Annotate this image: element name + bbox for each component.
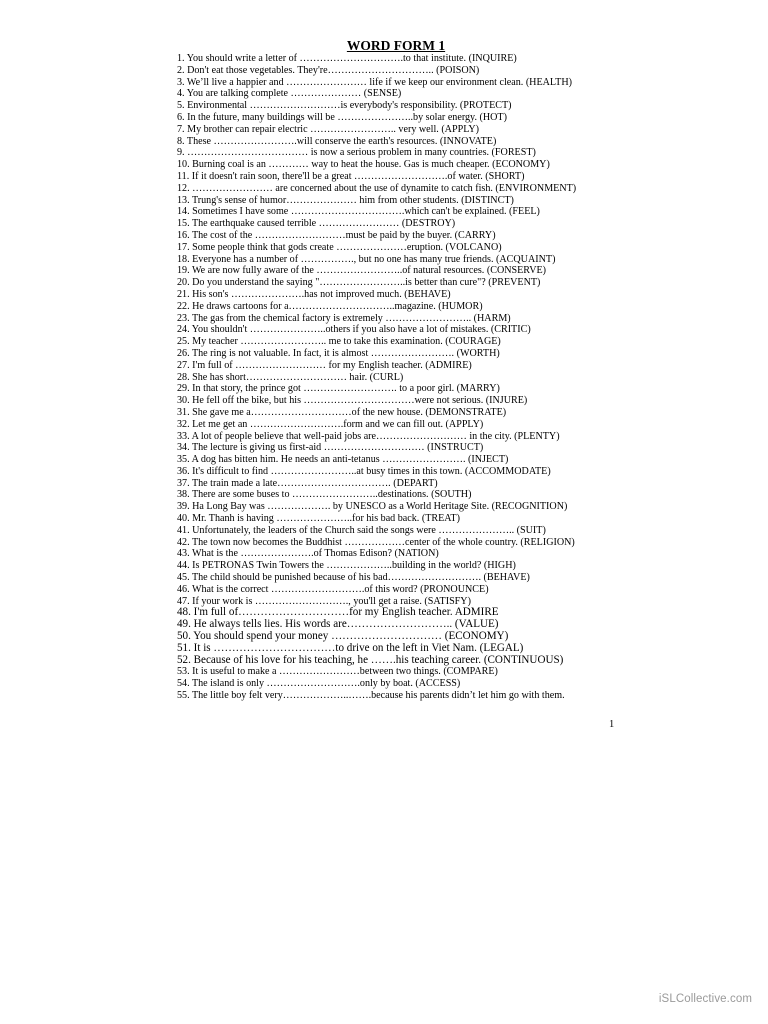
exercise-item: 50. You should spend your money ………………………… (ECONOMY) — [177, 630, 509, 643]
exercise-item: 51. It is ……………………………to drive on the left in Viet Nam. (LEGAL) — [177, 641, 524, 654]
exercise-item: 22. He draws cartoons for a…………………………..magazine. (HUMOR) — [177, 300, 483, 312]
watermark: iSLCollective.com — [658, 993, 752, 1005]
exercise-item: 15. The earthquake caused terrible …………………… (DESTROY) — [177, 218, 456, 230]
exercise-item: 11. If it doesn't rain soon, there'll be a great ……………………….of water. (SHORT) — [177, 170, 525, 182]
exercise-list — [177, 53, 617, 702]
exercise-item: 9. ……………………………… is now a serious problem in many countries. (FOREST) — [177, 147, 536, 159]
exercise-item: 26. The ring is not valuable. In fact, it is almost ……………………. (WORTH) — [177, 347, 500, 359]
exercise-item: 35. A dog has bitten him. He needs an anti-tetanus ……………………. (INJECT) — [177, 454, 509, 466]
exercise-item: 55. The little boy felt very………………..…….because his parents didn’t let him go with them. — [177, 690, 565, 702]
exercise-item: 46. What is the correct ……………………….of this word? (PRONOUNCE) — [177, 583, 489, 595]
exercise-item: 8. These …………………….will conserve the earth's resources. (INNOVATE) — [177, 135, 497, 147]
exercise-item: 20. Do you understand the saying "……………………..is better than cure"? (PREVENT) — [177, 277, 541, 289]
exercise-item: 6. In the future, many buildings will be …………………..by solar energy. (HOT) — [177, 111, 507, 123]
exercise-item: 32. Let me get an ……………………….form and we can fill out. (APPLY) — [177, 418, 484, 430]
exercise-item: 47. If your work is ………………………., you'll get a raise. (SATISFY) — [177, 595, 471, 607]
exercise-item: 48. I'm full of…………………………for my English teacher. ADMIRE — [177, 606, 499, 619]
exercise-item: 44. Is PETRONAS Twin Towers the ………………..building in the world? (HIGH) — [177, 560, 516, 572]
exercise-item: 36. It's difficult to find ……………………..at busy times in this town. (ACCOMMODATE) — [177, 465, 551, 477]
exercise-item: 23. The gas from the chemical factory is extremely …………………….. (HARM) — [177, 312, 511, 324]
exercise-item: 40. Mr. Thanh is having …………………..for his bad back. (TREAT) — [177, 513, 460, 525]
exercise-item: 29. In that story, the prince got ………………………. to a poor girl. (MARRY) — [177, 383, 500, 395]
exercise-item: 2. Don't eat those vegetables. They're………………………….. (POISON) — [177, 64, 480, 76]
exercise-item: 14. Sometimes I have some …………………………….which can't be explained. (FEEL) — [177, 206, 540, 218]
exercise-item: 24. You shouldn't …………………..others if you also have a lot of mistakes. (CRITIC) — [177, 324, 531, 336]
exercise-item: 30. He fell off the bike, but his ……………………………were not serious. (INJURE) — [177, 395, 528, 407]
exercise-item: 1. You should write a letter of ………………………….to that institute. (INQUIRE) — [177, 53, 517, 64]
exercise-item: 21. His son's ………………….has not improved much. (BEHAVE) — [177, 288, 451, 300]
exercise-item: 52. Because of his love for his teaching, he …….his teaching career. (CONTINUOUS) — [177, 653, 564, 666]
exercise-item: 37. The train made a late……………………………. (DEPART) — [177, 477, 438, 489]
exercise-item: 12. …………………… are concerned about the use of dynamite to catch fish. (ENVIRONMENT) — [177, 182, 577, 194]
exercise-item: 42. The town now becomes the Buddhist ………………center of the whole country. (RELIGION) — [177, 536, 575, 548]
exercise-item: 49. He always tells lies. His words are……………………….. (VALUE) — [177, 618, 499, 631]
exercise-item: 43. What is the ………………….of Thomas Edison? (NATION) — [177, 548, 439, 560]
page-number: 1 — [609, 719, 615, 730]
exercise-item: 17. Some people think that gods create …………………eruption. (VOLCANO) — [177, 241, 502, 253]
exercise-item: 28. She has short………………………… hair. (CURL) — [177, 371, 404, 383]
exercise-item: 27. I'm full of ……………………… for my English teacher. (ADMIRE) — [177, 359, 472, 371]
exercise-item: 16. The cost of the ………………………must be paid by the buyer. (CARRY) — [177, 229, 496, 241]
exercise-item: 5. Environmental ………………………is everybody's responsibility. (PROTECT) — [177, 100, 512, 112]
exercise-item: 33. A lot of people believe that well-paid jobs are……………………… in the city. (PLENTY) — [177, 430, 560, 442]
exercise-item: 34. The lecture is giving us first-aid ………………………… (INSTRUCT) — [177, 442, 484, 454]
exercise-item: 31. She gave me a…………………………of the new house. (DEMONSTRATE) — [177, 406, 507, 418]
exercise-item: 25. My teacher …………………….. me to take this examination. (COURAGE) — [177, 336, 501, 348]
exercise-item: 39. Ha Long Bay was ………………. by UNESCO as a World Heritage Site. (RECOGNITION) — [177, 501, 568, 513]
exercise-item: 54. The island is only ……………………….only by boat. (ACCESS) — [177, 678, 461, 690]
exercise-item: 13. Trung's sense of humor………………… him from other students. (DISTINCT) — [177, 194, 514, 206]
exercise-item: 19. We are now fully aware of the ……………………..of natural resources. (CONSERVE) — [177, 265, 547, 277]
exercise-item: 3. We’ll live a happier and …………………… life if we keep our environment clean. (HEALTH) — [177, 76, 572, 88]
exercise-item: 53. It is useful to make a ……………………between two things. (COMPARE) — [177, 666, 498, 678]
exercise-item: 7. My brother can repair electric …………………….. very well. (APPLY) — [177, 123, 480, 135]
exercise-item: 10. Burning coal is an ………… way to heat the house. Gas is much cheaper. (ECONOMY) — [177, 159, 550, 171]
exercise-item: 4. You are talking complete ………………… (SENSE) — [177, 88, 402, 100]
exercise-item: 38. There are some buses to ……………………..destinations. (SOUTH) — [177, 489, 472, 501]
exercise-item: 45. The child should be punished because of his bad………………………. (BEHAVE) — [177, 572, 530, 584]
exercise-item: 41. Unfortunately, the leaders of the Church said the songs were ………………….. (SUIT) — [177, 524, 546, 536]
page-title: WORD FORM 1 — [346, 38, 446, 53]
exercise-item: 18. Everyone has a number of ……………., but no one has many true friends. (ACQUAINT) — [177, 253, 556, 265]
